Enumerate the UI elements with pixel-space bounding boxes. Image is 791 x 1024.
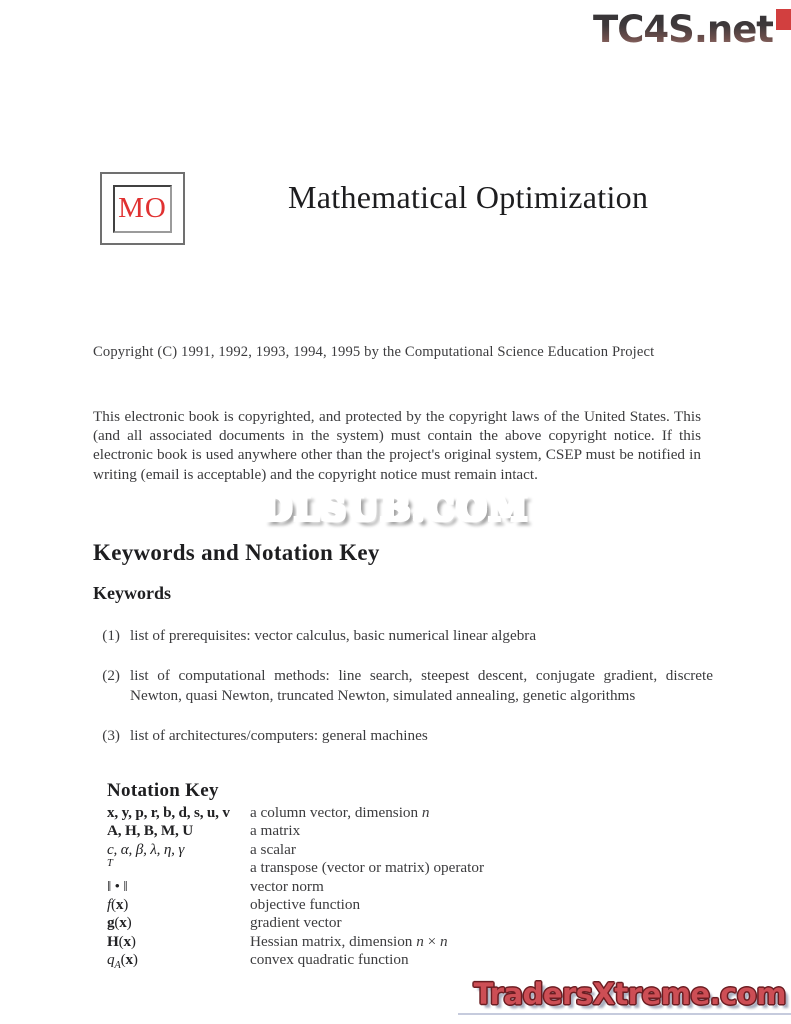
keyword-item-number: (1) bbox=[102, 627, 120, 644]
notation-symbol: $q_A(x)$ bbox=[107, 951, 138, 972]
notation-symbol: c, α, β, λ, η, γ bbox=[107, 840, 185, 858]
watermark-dlsub-logo: DLSUB.COM bbox=[0, 491, 791, 526]
notation-description: vector norm bbox=[250, 877, 324, 895]
notation-symbol: f(x) bbox=[107, 896, 129, 914]
watermark-tc4s-logo: TC4S.net bbox=[593, 8, 773, 51]
notation-row bbox=[107, 896, 484, 914]
notation-key-table bbox=[107, 804, 484, 972]
notation-row bbox=[107, 878, 484, 896]
notation-description: convex quadratic function bbox=[250, 951, 409, 969]
notation-symbol: ‖ • ‖ bbox=[107, 877, 128, 895]
watermark-tradersxtreme-logo: TradersXtreme.com bbox=[473, 977, 786, 1011]
keyword-item bbox=[93, 626, 713, 645]
notation-symbol: x, y, p, r, b, d, s, u, v bbox=[107, 804, 230, 821]
mo-logo-text: MO bbox=[118, 192, 167, 224]
notation-symbol: H(x) bbox=[107, 932, 136, 950]
notation-row bbox=[107, 859, 484, 877]
keywords-list bbox=[93, 626, 713, 766]
notation-row bbox=[107, 933, 484, 951]
notation-row bbox=[107, 822, 484, 840]
keyword-item bbox=[93, 726, 713, 745]
keyword-item-text: list of prerequisites: vector calculus, basic numerical linear algebra bbox=[130, 627, 537, 644]
keyword-item bbox=[93, 666, 713, 705]
notation-description: Hessian matrix, dimension n × n bbox=[250, 932, 448, 950]
copyright-notice: This electronic book is copyrighted, and protected by the copyright laws of the United States. This (and all associated documents in the system) must contain the above copyright notice. If this electronic book is used anywhere other than the project's original system, CSEP must be notified in writing (email is acceptable) and the copyright notice must remain intact. bbox=[93, 408, 701, 483]
copyright-line: Copyright (C) 1991, 1992, 1993, 1994, 1995 by the Computational Science Education Project bbox=[93, 344, 655, 360]
mo-logo bbox=[100, 172, 185, 245]
notation-description: gradient vector bbox=[250, 914, 342, 932]
notation-row bbox=[107, 914, 484, 932]
notation-row bbox=[107, 804, 484, 822]
notation-description: a matrix bbox=[250, 822, 301, 840]
keyword-item-text: list of architectures/computers: general machines bbox=[130, 726, 428, 744]
notation-symbol: g(x) bbox=[107, 914, 132, 932]
notation-description: a column vector, dimension n bbox=[250, 804, 430, 821]
mo-logo-inner-frame bbox=[113, 185, 172, 233]
section-heading-keywords-and-notation-key: Keywords and Notation Key bbox=[93, 540, 380, 565]
notation-description: objective function bbox=[250, 896, 361, 914]
red-corner-block bbox=[776, 9, 791, 30]
notation-description: a transpose (vector or matrix) operator bbox=[250, 859, 485, 877]
watermark-underline bbox=[458, 1013, 791, 1015]
keyword-item-number: (3) bbox=[102, 726, 120, 744]
notation-symbol: A, H, B, M, U bbox=[107, 822, 193, 840]
notation-symbol: T bbox=[107, 858, 113, 870]
notation-description: a scalar bbox=[250, 840, 296, 858]
keyword-item-text: list of computational methods: line search, steepest descent, conjugate gradient, discrete Newton, quasi Newton, truncated Newton, simulated annealing, genetic algorithms bbox=[130, 667, 713, 704]
notation-row bbox=[107, 951, 484, 972]
keyword-item-number: (2) bbox=[102, 667, 120, 685]
keywords-heading: Keywords bbox=[93, 583, 171, 603]
notation-key-heading: Notation Key bbox=[107, 780, 219, 801]
page-title: Mathematical Optimization bbox=[288, 179, 649, 215]
notation-row bbox=[107, 841, 484, 859]
